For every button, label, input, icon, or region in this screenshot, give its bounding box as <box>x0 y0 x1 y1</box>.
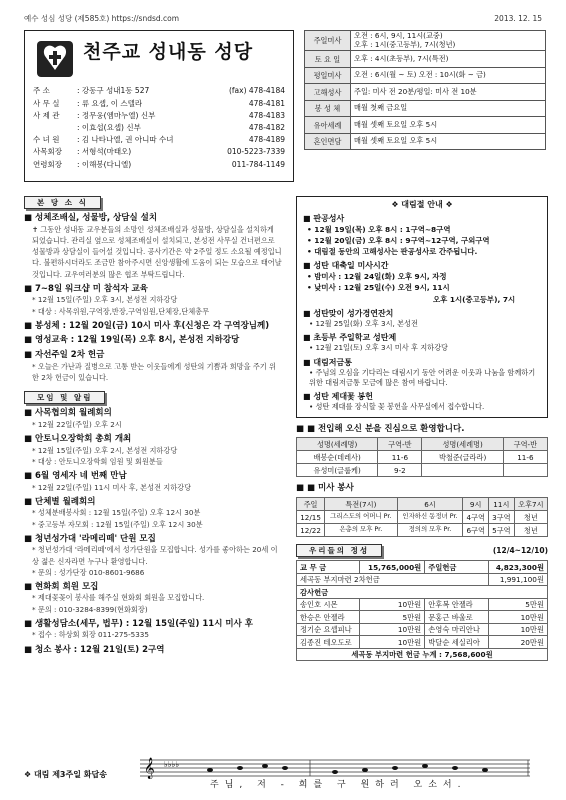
total-row <box>297 648 548 661</box>
staff-entry <box>33 86 149 95</box>
news-heading: ■ 영성교육 : 12월 19일(목) 오후 8시, 본성전 지하강당 <box>24 335 282 346</box>
advent-line: • 12월 19일(목) 오후 8시 : 1구역~8구역 <box>307 225 451 234</box>
staff-row <box>33 109 285 121</box>
welcome-header-row <box>297 438 548 451</box>
schedule-value: 주일: 미사 전 20분/평일: 미사 전 10분 <box>351 84 546 101</box>
thanks-cell: 10만원 <box>360 636 425 649</box>
mass-cell: 청년 <box>514 511 547 524</box>
mass-cell: 6구역 <box>463 524 489 537</box>
staff-entry <box>33 135 174 144</box>
thanks-cell: 20만원 <box>488 636 547 649</box>
mass-header-cell: 오후7시 <box>514 498 547 511</box>
bulletin-info: 예수 성심 성당 (제585호) https://sndsd.com <box>24 14 180 23</box>
mass-cell: 4구역 <box>463 511 489 524</box>
schedule-row <box>305 117 546 134</box>
meetings-list <box>24 408 282 655</box>
schedule-key: 주일미사 <box>305 31 351 51</box>
welcome-cell: 박철준(글라라) <box>422 451 503 464</box>
section-parish-news: 본 당 소 식 <box>24 196 101 209</box>
thanks-row <box>297 623 548 636</box>
finance-label: 교 무 금 <box>297 561 360 574</box>
staff-entry <box>33 123 141 132</box>
welcome-header-cell: 성명(세례명) <box>422 438 503 451</box>
news-line: * 12월 15일(주일) 오후 3시, 본성전 지하강당 <box>32 295 178 305</box>
schedule-key: 고해성사 <box>305 84 351 101</box>
schedule-row <box>305 67 546 84</box>
welcome-header-cell: 구역-반 <box>378 438 422 451</box>
welcome-cell: 배봉순(데레사) <box>297 451 378 464</box>
welcome-table <box>296 437 548 477</box>
news-line: * 제대꽃꽂이 봉사를 해주실 현화회 회원을 모집합니다. <box>32 593 205 603</box>
schedule-key: 혼인면담 <box>305 133 351 150</box>
staff-value: : 강동구 성내1동 527 <box>77 86 150 96</box>
welcome-cell: 9-2 <box>378 464 422 477</box>
schedule-row <box>305 31 546 51</box>
psalm-label: ❖ 대림 제3주일 화답송 <box>24 770 107 779</box>
schedule-row <box>305 100 546 117</box>
advent-line: • 성탄 제대를 장식할 꽃 봉헌을 사무실에서 접수합니다. <box>309 402 485 412</box>
advent-title: ❖ 대림절 안내 ❖ <box>391 200 453 209</box>
parish-news-list <box>24 213 282 383</box>
finance-table <box>296 560 548 661</box>
advent-line: • 낮미사 : 12월 25일(수) 오전 9시, 11시 <box>307 283 450 293</box>
left-column <box>24 196 282 655</box>
news-line: * 12월 15일(주일) 오후 2시, 본성전 지하강당 <box>32 445 178 455</box>
thanks-cell: 문홍근 바울로 <box>425 611 488 624</box>
staff-phone: 478-4181 <box>248 98 285 108</box>
staff-value: : 이해봉(다니엘) <box>77 159 132 169</box>
welcome-header-cell: 구역-반 <box>503 438 547 451</box>
mass-cell: 12/22 <box>297 524 325 537</box>
news-heading: ■ 사목협의회 월례회의 <box>24 408 282 419</box>
staff-label: 사 제 관 <box>33 110 60 120</box>
news-line: ✝ 그동안 성내동 교우분들의 소망인 성체조배실과 성물방, 상담실을 설치하게 되었습니다. 관리실 옆으로 성체조배실이 설치되고, 본성전 사무실 건너편으로 성물방과 상담실이 들어설 것입니다. 공사기간은 약 2주일 정도 소요될 예정입니다. 불편하시더라도 조금만 참아주시면 신앙생활에 도움이 되는 모습으로 태어날 것입니다. 교우여러분의 많은 협조 부탁드립니다. <box>32 225 282 279</box>
staff-list <box>33 85 285 170</box>
staff-entry <box>33 111 155 120</box>
finance-label: 주일헌금 <box>425 561 488 574</box>
mass-header-cell: 특전(7시) <box>325 498 397 511</box>
thanks-cell: 10만원 <box>360 598 425 611</box>
finance-amount: 1,991,100원 <box>488 573 547 586</box>
advent-heading: ■ 초등부 주일학교 성탄제 <box>303 333 541 343</box>
thanks-row <box>297 611 548 624</box>
thanks-cell: 10만원 <box>488 611 547 624</box>
welcome-cell: 11-6 <box>503 451 547 464</box>
staff-label: 사 무 실 <box>33 98 60 108</box>
news-heading: ■ 안토니오장학회 총회 개최 <box>24 434 282 445</box>
advent-line: • 대림절 동안의 고해성사는 판공성사로 간주됩니다. <box>307 247 478 257</box>
welcome-cell: 11-6 <box>378 451 422 464</box>
top-line <box>24 14 542 23</box>
advent-box <box>296 196 548 418</box>
mass-cell: 그리스도의 어머니 Pr. <box>325 511 397 524</box>
mass-cell: 3구역 <box>489 511 515 524</box>
news-heading: ■ 7~8일 워크샵 미 참석자 교육 <box>24 284 282 295</box>
section-meetings: 모임 및 알림 <box>24 391 105 404</box>
news-heading: ■ 성체조배실, 성물방, 상담실 설치 <box>24 213 282 224</box>
svg-text:𝄞: 𝄞 <box>144 758 155 779</box>
news-line: * 접수 : 하상회 회장 011-275-5335 <box>32 630 149 640</box>
finance-label: 세곡동 부지마련 2차헌금 <box>297 573 489 586</box>
mass-header-row <box>297 498 548 511</box>
staff-row <box>33 97 285 109</box>
news-line: * 청년성가대 '라메리떼'에서 성가단원을 모집합니다. 성가를 좋아하는 20세 이상 젊은 신자라면 누구나 환영합니다. <box>32 545 278 566</box>
total-text: 세곡동 부지마련 헌금 누계 : 7,568,600원 <box>297 648 548 661</box>
mass-cell: 청년 <box>514 524 547 537</box>
news-heading: ■ 현화회 회원 모집 <box>24 582 282 593</box>
staff-label: 주 소 <box>33 86 50 96</box>
thanks-cell: 안후복 안젤라 <box>425 598 488 611</box>
music-staff-icon <box>140 757 530 779</box>
schedule-row <box>305 51 546 68</box>
thanks-cell: 한승은 안젤라 <box>297 611 360 624</box>
thanks-row <box>297 598 548 611</box>
news-line: * 중고등부 자모회 : 12월 15일(주일) 오후 12시 30분 <box>32 519 203 529</box>
finance-header <box>296 544 548 557</box>
advent-heading: ■ 성탄 대축일 미사시간 <box>303 261 541 271</box>
welcome-row <box>297 464 548 477</box>
mass-cell: 정의의 모후 Pr. <box>397 524 463 537</box>
staff-row <box>33 85 285 97</box>
staff-row <box>33 122 285 134</box>
news-line: * 문의 : 010-3284-8399(현화회장) <box>32 604 148 614</box>
welcome-title-text: ■ 전입해 오신 분을 진심으로 환영합니다. <box>307 423 465 434</box>
news-heading: ■ 청소 봉사 : 12월 21일(토) 2구역 <box>24 645 282 656</box>
schedule-key: 유아세례 <box>305 117 351 134</box>
news-line: * 대상 : 안토니오장학회 임원 및 회원분들 <box>32 456 163 466</box>
advent-line: • 12월 20일(금) 오후 8시 : 9구역~12구역, 구외구역 <box>307 236 490 246</box>
finance-row <box>297 561 548 574</box>
mass-row <box>297 511 548 524</box>
mass-schedule-table <box>304 30 546 150</box>
staff-row <box>33 134 285 146</box>
mass-cell: 12/15 <box>297 511 325 524</box>
mass-header-cell: 주일 <box>297 498 325 511</box>
staff-value: : 김 나타나엘, 권 아니따 수녀 <box>77 135 174 145</box>
mass-header-cell: 6시 <box>397 498 463 511</box>
staff-phone: (fax) 478-4184 <box>228 86 285 96</box>
mass-row <box>297 524 548 537</box>
thanks-cell: 손영숙 마리안나 <box>425 623 488 636</box>
staff-phone: 478-4189 <box>248 135 285 145</box>
news-line: * 12월 22일(주일) 오후 2시 <box>32 419 122 429</box>
staff-value: : 이효섭(요셉) 신부 <box>77 122 141 132</box>
mass-title-text: ■ 미사 봉사 <box>307 483 354 494</box>
advent-heading: ■ 대림저금통 <box>303 358 541 368</box>
thanks-cell: 김종진 테오도로 <box>297 636 360 649</box>
schedule-row <box>305 133 546 150</box>
mass-title <box>296 483 548 494</box>
advent-line: • 주님의 오심을 기다리는 대림시기 동안 어려운 이웃과 나눔을 함께하기 위한 대림저금통 모금에 많은 참여 바랍니다. <box>309 367 536 387</box>
news-heading: ■ 자선주일 2차 헌금 <box>24 350 282 361</box>
schedule-value: 오전 : 6시(월 ~ 토) 오전 : 10시(화 ~ 금) <box>351 67 546 84</box>
staff-phone: 478-4183 <box>248 110 285 120</box>
right-column <box>296 196 548 661</box>
staff-value: : 류 요셉, 이 스텔라 <box>77 98 143 108</box>
staff-phone: 010-5223-7339 <box>227 147 285 157</box>
schedule-value: 매월 첫째 금요일 <box>351 100 546 117</box>
news-line: * 12월 22일(주일) 11시 미사 후, 본성전 지하강당 <box>32 482 192 492</box>
thanks-cell: 박달순 세실리아 <box>425 636 488 649</box>
church-name: 천주교 성내동 성당 <box>83 41 254 63</box>
mass-cell: 5구역 <box>489 524 515 537</box>
news-line: * 오늘은 가난과 질병으로 고통 받는 이웃들에게 성탄의 기쁨과 희망을 주기 위한 2차 헌금이 있습니다. <box>32 361 276 382</box>
svg-text:♭♭♭♭: ♭♭♭♭ <box>164 760 180 769</box>
bulletin-date: 2013. 12. 15 <box>494 14 542 23</box>
news-line: * 대상 : 사목위원,구역장,반장,구역임원,단체장,단체총무 <box>32 306 210 316</box>
news-line: * 문의 : 성가단장 010-8601-9686 <box>32 567 145 577</box>
news-heading: ■ 6월 영세자 네 번째 만남 <box>24 471 282 482</box>
mass-header-cell: 11시 <box>489 498 515 511</box>
thanks-cell: 10만원 <box>360 623 425 636</box>
staff-entry <box>33 99 142 108</box>
news-heading: ■ 청년성가대 '라메리떼' 단원 모집 <box>24 534 282 545</box>
finance-amount: 15,765,000원 <box>360 561 425 574</box>
finance-row <box>297 573 548 586</box>
thanks-cell: 5만원 <box>488 598 547 611</box>
schedule-key: 토 요 일 <box>305 51 351 68</box>
advent-heading: ■ 판공성사 <box>303 214 541 224</box>
church-logo-icon <box>35 39 75 79</box>
mass-cell: 인자하신 동정녀 Pr. <box>397 511 463 524</box>
thanks-cell: 5만원 <box>360 611 425 624</box>
church-header <box>24 30 294 182</box>
news-heading: ■ 단체별 월례회의 <box>24 497 282 508</box>
schedule-value: 오후 : 4시(초등부), 7시(특전) <box>351 51 546 68</box>
thanks-cell: 송인호 시몬 <box>297 598 360 611</box>
news-heading: ■ 봉성체 : 12월 20일(금) 10시 미사 후(신청은 각 구역장님께) <box>24 321 282 332</box>
news-line: * 성체분배봉사회 : 12월 15일(주일) 오후 12시 30분 <box>32 508 201 518</box>
staff-label: 연령회장 <box>33 159 62 169</box>
advent-heading: ■ 성탄맞이 성가경연잔치 <box>303 309 541 319</box>
schedule-key: 봉 성 체 <box>305 100 351 117</box>
schedule-key: 평일미사 <box>305 67 351 84</box>
advent-list <box>303 214 541 413</box>
finance-amount: 4,823,300원 <box>488 561 547 574</box>
staff-entry <box>33 160 131 169</box>
schedule-value: 오전 : 6시, 9시, 11시(교중) 오후 : 1시(중고등부), 7시(청년) <box>351 31 546 51</box>
thanks-cell: 10만원 <box>488 623 547 636</box>
mass-cell: 은총의 모후 Pr. <box>325 524 397 537</box>
schedule-value: 매월 셋째 토요일 오후 5시 <box>351 133 546 150</box>
advent-line: • 12월 25일(화) 오후 3시, 본성전 <box>309 318 418 328</box>
welcome-cell: 유성미(글룹케) <box>297 464 378 477</box>
news-heading: ■ 생활성담소(세무, 법무) : 12월 15일(주일) 11시 미사 후 <box>24 619 282 630</box>
finance-period: (12/4~12/10) <box>492 546 548 556</box>
staff-label: 사목회장 <box>33 147 62 157</box>
thanks-title-row <box>297 586 548 599</box>
mass-service-table <box>296 497 548 537</box>
thanks-row <box>297 636 548 649</box>
mass-header-cell: 9시 <box>463 498 489 511</box>
staff-value: : 서형석(마태오) <box>77 147 132 157</box>
schedule-value: 매월 셋째 토요일 오후 5시 <box>351 117 546 134</box>
advent-heading: ■ 성탄 제대꽃 봉헌 <box>303 392 541 402</box>
staff-row <box>33 146 285 158</box>
advent-line: • 밤미사 : 12월 24일(화) 오후 9시, 자정 <box>307 272 447 282</box>
staff-label: 수 녀 원 <box>33 135 60 145</box>
staff-entry <box>33 147 131 156</box>
staff-value: : 정무웅(엠마누엘) 신부 <box>77 110 156 120</box>
staff-phone: 011-784-1149 <box>231 159 285 169</box>
welcome-header-cell: 성명(세례명) <box>297 438 378 451</box>
staff-phone: 478-4182 <box>248 122 285 132</box>
welcome-cell <box>422 464 503 477</box>
welcome-cell <box>503 464 547 477</box>
advent-line: 오후 1시(중고등부), 7시 <box>433 294 516 304</box>
staff-row <box>33 158 285 170</box>
thanks-cell: 정기순 요셉피나 <box>297 623 360 636</box>
thanks-title: 감사헌금 <box>297 586 548 599</box>
schedule-row <box>305 84 546 101</box>
welcome-title <box>296 424 548 435</box>
advent-line: • 12월 21일(토) 오후 3시 미사 후 지하강당 <box>309 343 448 353</box>
psalm-lyrics: 주님, 저 - 희를 구 원하러 오소서. <box>210 780 467 790</box>
welcome-row <box>297 451 548 464</box>
finance-title: 우리들의 정성 <box>296 544 382 557</box>
